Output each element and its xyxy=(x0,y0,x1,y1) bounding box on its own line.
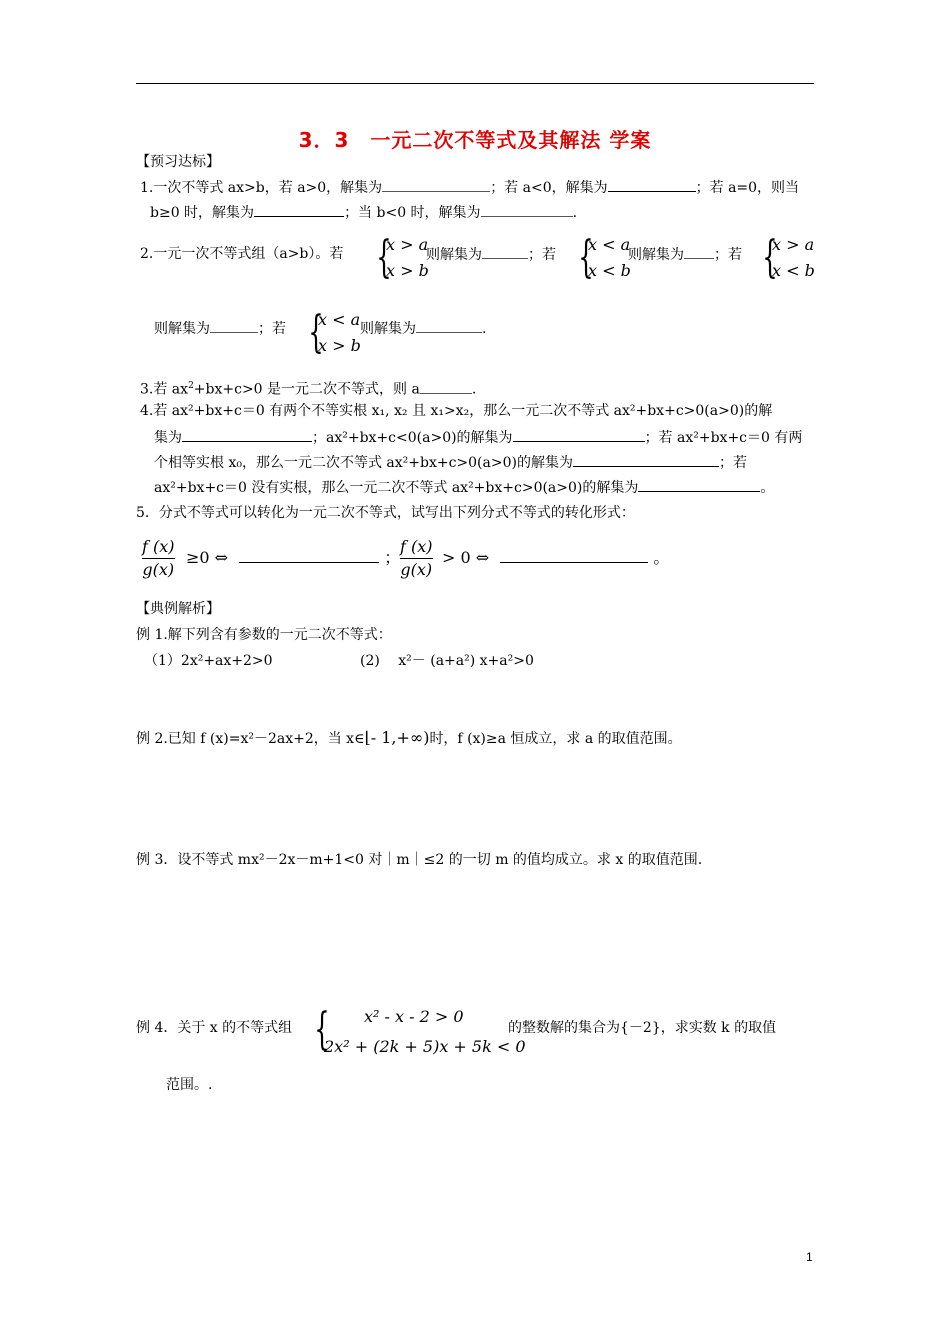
answer-blank[interactable] xyxy=(608,177,696,192)
answer-blank[interactable] xyxy=(573,452,719,467)
q2-text: 则解集为 xyxy=(360,321,416,337)
question-2-mid-2 xyxy=(628,244,742,265)
answer-blank[interactable] xyxy=(638,477,760,492)
q2-text: ；若 xyxy=(258,321,286,337)
example-4-end: 范围。. xyxy=(166,1077,213,1093)
system-row: x < a xyxy=(318,310,361,329)
answer-blank[interactable] xyxy=(500,548,648,563)
question-5-relation-1 xyxy=(186,548,400,568)
answer-blank[interactable] xyxy=(481,202,573,217)
example-2 xyxy=(136,728,682,749)
system-row: x > b xyxy=(386,261,429,280)
brace: { xyxy=(376,232,392,283)
q5-relation: ≥0 ⇔ xyxy=(186,548,229,567)
q4-text: 个相等实根 x₀，那么一元二次不等式 ax²+bx+c>0(a>0)的解集为 xyxy=(154,455,573,471)
section-preview: 【预习达标】 xyxy=(136,154,220,170)
answer-blank[interactable] xyxy=(482,244,528,259)
brace: { xyxy=(762,232,778,283)
ex2-interval: ⌊- 1,+∞) xyxy=(364,728,430,747)
answer-blank[interactable] xyxy=(420,379,472,394)
q2-text: 则解集为 xyxy=(628,247,684,263)
example-1-part-1: （1）2x²+ax+2>0 xyxy=(144,653,273,669)
answer-blank[interactable] xyxy=(382,177,490,192)
question-3: 3.若 $ax^2+bx+c>0$ 是一元二次不等式，则 a . xyxy=(140,376,476,400)
example-3: 例 3．设不等式 mx²－2x－m+1<0 对｜m｜≤2 的一切 m 的值均成立。求 x 的取值范围. xyxy=(136,852,703,868)
inequality-system-1 xyxy=(374,234,429,282)
system-row: x > b xyxy=(318,336,361,355)
example-4-lead: 例 4．关于 x 的不等式组 xyxy=(136,1020,293,1036)
fraction-2 xyxy=(400,536,433,581)
fraction-numerator: f (x) xyxy=(400,537,433,556)
system-row: x > a xyxy=(386,235,429,254)
answer-blank[interactable] xyxy=(513,427,645,442)
header-rule xyxy=(136,83,814,84)
question-1-line-1 xyxy=(140,177,799,198)
q3-text: . xyxy=(471,381,477,398)
q1-text-a: 1.一次不等式 ax>b，若 a>0，解集为 xyxy=(140,180,383,196)
question-4-line-2 xyxy=(154,427,802,448)
q1-text-c: ；若 a=0，则当 xyxy=(695,180,800,196)
q1-text-d: b≥0 时，解集为 xyxy=(150,205,255,221)
system-row: x > a xyxy=(772,235,815,254)
system-row: x < b xyxy=(772,261,815,280)
inequality-system-2 xyxy=(576,234,631,282)
q4-text: ；ax²+bx+c<0(a>0)的解集为 xyxy=(312,430,513,446)
q4-text: ；若 xyxy=(718,455,747,471)
section-examples: 【典例解析】 xyxy=(136,601,220,617)
q1-text-e: ；当 b<0 时，解集为 xyxy=(344,205,481,221)
question-4-line-3 xyxy=(154,452,747,473)
brace: { xyxy=(314,1004,330,1055)
question-5-text: 5．分式不等式可以转化为一元二次不等式，试写出下列分式不等式的转化形式： xyxy=(136,505,635,521)
ex2-text: 例 2.已知 f (x)=x²－2ax+2，当 x∈ xyxy=(136,731,365,747)
q4-text: 集为 xyxy=(154,430,182,446)
example-4-tail: 的整数解的集合为{－2}，求实数 k 的取值 xyxy=(508,1020,777,1036)
brace: { xyxy=(308,307,324,358)
q4-text: 。 xyxy=(760,480,775,496)
q2-text: 则解集为 xyxy=(426,247,482,263)
system-row: x² - x - 2 > 0 xyxy=(364,1007,464,1026)
inequality-system-4 xyxy=(306,309,361,357)
page-number: 1 xyxy=(806,1250,813,1264)
question-2-line-2 xyxy=(154,318,286,339)
q2-text: . xyxy=(482,321,487,337)
q2-text: ；若 xyxy=(714,247,742,263)
system-row: x < b xyxy=(588,261,631,280)
answer-blank[interactable] xyxy=(684,244,714,259)
answer-blank[interactable] xyxy=(210,318,258,333)
q1-text-b: ；若 a<0，解集为 xyxy=(490,180,608,196)
answer-blank[interactable] xyxy=(182,427,312,442)
fraction-1 xyxy=(142,536,175,581)
question-2-mid-1 xyxy=(426,244,556,265)
question-5-relation-2 xyxy=(442,548,669,568)
q2-text: ；若 xyxy=(528,247,556,263)
ex2-text: 时，f (x)≥a 恒成立，求 a 的取值范围。 xyxy=(429,731,682,747)
question-2-line-2-end xyxy=(360,318,486,339)
q5-text: 。 xyxy=(653,548,670,567)
q1-text-f: . xyxy=(572,205,578,221)
system-row: x < a xyxy=(588,235,631,254)
answer-blank[interactable] xyxy=(239,548,379,563)
fraction-numerator: f (x) xyxy=(142,537,175,556)
fraction-denominator: g(x) xyxy=(142,560,175,579)
question-4-line-1: 4.若 ax²+bx+c＝0 有两个不等实根 x₁, x₂ 且 x₁>x₂，那么一元二次不等式 ax²+bx+c>0(a>0)的解 xyxy=(140,403,773,419)
page-title: 3．3 一元二次不等式及其解法 学案 xyxy=(298,128,652,152)
system-row: 2x² + (2k + 5)x + 5k < 0 xyxy=(324,1037,526,1056)
fraction-denominator: g(x) xyxy=(400,560,433,579)
inequality-system-3 xyxy=(760,234,815,282)
question-2-lead: 2.一元一次不等式组（a>b）。若 xyxy=(140,246,344,262)
q2-text: 则解集为 xyxy=(154,321,210,337)
q4-text: ；若 ax²+bx+c＝0 有两 xyxy=(644,430,803,446)
answer-blank[interactable] xyxy=(254,202,344,217)
q3-text: 3.若 ax xyxy=(140,381,189,398)
q5-text: ； xyxy=(384,548,401,567)
brace: { xyxy=(578,232,594,283)
q4-text: ax²+bx+c＝0 没有实根，那么一元二次不等式 ax²+bx+c>0(a>0)的解集为 xyxy=(154,480,639,496)
question-4-line-4 xyxy=(154,477,774,498)
answer-blank[interactable] xyxy=(416,318,482,333)
q3-text: +bx+c>0 是一元二次不等式，则 a xyxy=(193,381,420,398)
example-1-part-2: (2) x²－ (a+a²) x+a²>0 xyxy=(360,653,534,669)
q5-relation: > 0 ⇔ xyxy=(442,548,490,567)
question-1-line-2 xyxy=(150,202,577,223)
example-1-title: 例 1.解下列含有参数的一元二次不等式： xyxy=(136,627,392,643)
inequality-system-ex4 xyxy=(312,1006,526,1058)
